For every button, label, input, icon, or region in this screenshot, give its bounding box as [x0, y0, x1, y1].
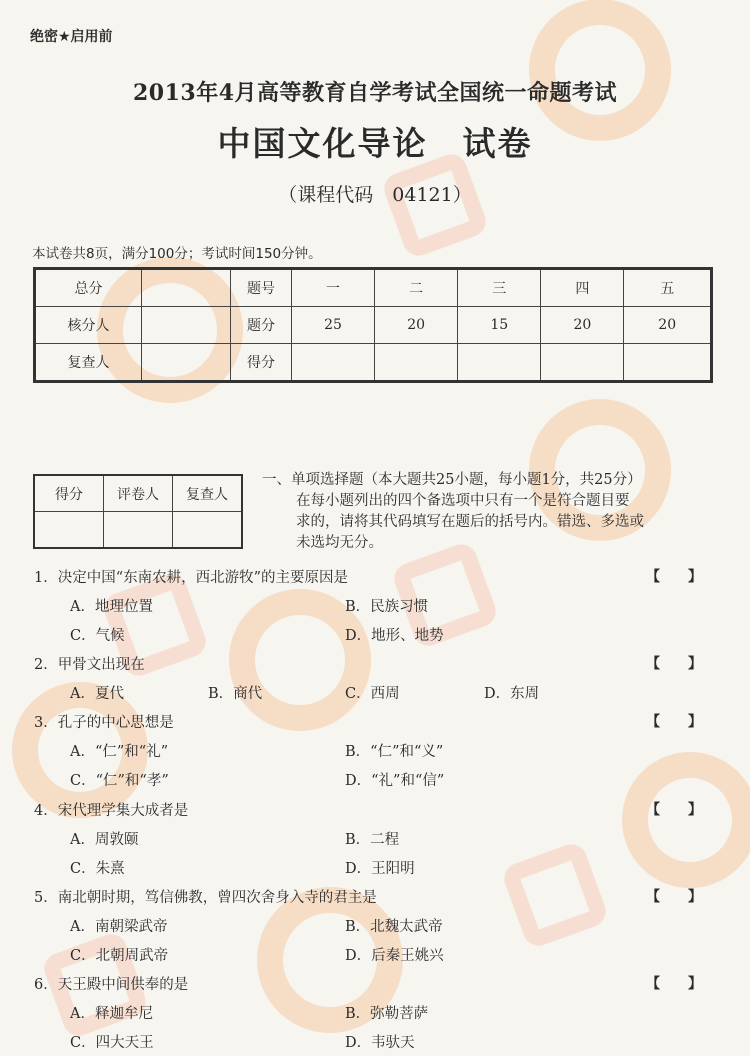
score-table [33, 267, 713, 383]
answer-bracket[interactable]: 【 】 [646, 802, 702, 818]
option-b: B．商代 [208, 686, 263, 702]
option-d: D．后秦王姚兴 [345, 948, 444, 964]
table-cell [292, 344, 375, 382]
table-row [35, 307, 712, 344]
answer-bracket[interactable]: 【 】 [646, 976, 702, 992]
option-b: B．二程 [345, 832, 400, 848]
table-cell: 复查人 [35, 344, 142, 382]
table-cell [541, 344, 624, 382]
section-title: 一、单项选择题（本大题共25小题，每小题1分，共25分） [262, 472, 642, 488]
table-cell [34, 512, 104, 549]
option-a: A．地理位置 [70, 599, 153, 615]
table-cell: 得分 [34, 475, 104, 512]
table-cell [104, 512, 173, 549]
question-6: 6．天王殿中间供奉的是 [34, 977, 189, 993]
table-cell: 核分人 [35, 307, 142, 344]
question-3: 3．孔子的中心思想是 [34, 715, 174, 731]
option-b: B．北魏太武帝 [345, 919, 443, 935]
table-cell: 20 [541, 307, 624, 344]
table-cell: 15 [458, 307, 541, 344]
table-cell [173, 512, 243, 549]
exam-title: 2013年4月高等教育自学考试全国统一命题考试 [132, 80, 618, 106]
section-instruction: 求的，请将其代码填写在题后的括号内。错选、多选或 [296, 514, 644, 530]
answer-bracket[interactable]: 【 】 [646, 889, 702, 905]
table-cell: 25 [292, 307, 375, 344]
table-row [34, 512, 242, 549]
table-cell: 三 [458, 269, 541, 307]
table-cell: 题号 [231, 269, 292, 307]
table-cell: 20 [624, 307, 712, 344]
table-cell: 五 [624, 269, 712, 307]
table-cell: 一 [292, 269, 375, 307]
option-a: A．南朝梁武帝 [70, 919, 168, 935]
option-d: D．韦驮天 [345, 1035, 415, 1051]
course-code: （课程代码 04121） [278, 184, 472, 206]
table-cell: 四 [541, 269, 624, 307]
option-c: C．四大天王 [70, 1035, 154, 1051]
option-c: C．气候 [70, 628, 125, 644]
section-heading [262, 470, 732, 554]
table-cell: 得分 [231, 344, 292, 382]
option-c: C．“仁”和“孝” [70, 773, 169, 789]
table-row [35, 344, 712, 382]
option-a: A．周敦颐 [70, 832, 139, 848]
question-5: 5．南北朝时期，笃信佛教，曾四次舍身入寺的君主是 [34, 890, 377, 906]
question-2: 2．甲骨文出现在 [34, 657, 145, 673]
table-cell [624, 344, 712, 382]
table-cell: 评卷人 [104, 475, 173, 512]
table-cell: 总分 [35, 269, 142, 307]
option-b: B．弥勒菩萨 [345, 1006, 429, 1022]
table-row [34, 475, 242, 512]
option-b: B．民族习惯 [345, 599, 429, 615]
question-4: 4．宋代理学集大成者是 [34, 803, 189, 819]
option-a: A．“仁”和“礼” [70, 744, 169, 760]
table-cell: 题分 [231, 307, 292, 344]
table-cell [458, 344, 541, 382]
answer-bracket[interactable]: 【 】 [646, 714, 702, 730]
table-cell [142, 344, 231, 382]
table-cell [142, 269, 231, 307]
option-d: D．“礼”和“信” [345, 773, 445, 789]
option-d: D．地形、地势 [345, 628, 444, 644]
option-a: A．释迦牟尼 [70, 1006, 153, 1022]
option-d: D．东周 [484, 686, 540, 702]
question-1: 1．决定中国“东南农耕，西北游牧”的主要原因是 [34, 570, 349, 586]
option-b: B．“仁”和“义” [345, 744, 444, 760]
table-cell [142, 307, 231, 344]
option-c: C．西周 [345, 686, 400, 702]
option-c: C．朱熹 [70, 861, 125, 877]
section-instruction: 未选均无分。 [296, 535, 383, 551]
answer-bracket[interactable]: 【 】 [646, 656, 702, 672]
table-row [35, 269, 712, 307]
option-c: C．北朝周武帝 [70, 948, 169, 964]
confidential-label: 绝密★启用前 [30, 29, 113, 45]
option-a: A．夏代 [70, 686, 124, 702]
answer-bracket[interactable]: 【 】 [646, 569, 702, 585]
option-d: D．王阳明 [345, 861, 415, 877]
table-cell [375, 344, 458, 382]
paper-title: 中国文化导论 试卷 [217, 124, 533, 163]
table-cell: 二 [375, 269, 458, 307]
section-instruction: 在每小题列出的四个备选项中只有一个是符合题目要 [296, 493, 630, 509]
table-cell: 20 [375, 307, 458, 344]
exam-intro: 本试卷共8页，满分100分；考试时间150分钟。 [32, 246, 322, 262]
grading-box [33, 474, 243, 549]
table-cell: 复查人 [173, 475, 243, 512]
